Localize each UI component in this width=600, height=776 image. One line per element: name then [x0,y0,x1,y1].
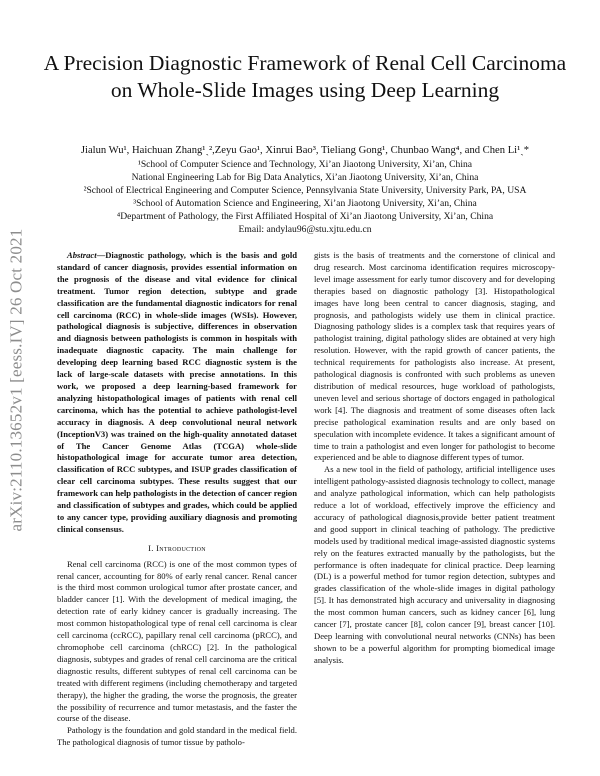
affiliation-1: ¹School of Computer Science and Technology, Xi’an Jiaotong University, Xi’an, China [137,159,473,170]
paper-title: A Precision Diagnostic Framework of Renal Cell Carcinoma on Whole-Slide Images using Deep Learning [43,51,567,102]
section-title: Introduction [156,542,206,553]
author-block [40,144,570,236]
intro-paragraph-1: Renal cell carcinoma (RCC) is one of the most common types of renal cancer, accounting for 80% of early renal cancer. Renal cancer is the third most common urological tumor after prostate cancer, and bladder cancer [1]. With the development of medical imaging, the detection rate of early kidney cancer is gradually increasing. The most common histopathological type of renal cell carcinoma is clear cell carcinoma (ccRCC), papillary renal cell carcinoma (pRCC), and chromophobe cell carcinoma (chRCC) [2]. In the pathological diagnosis, subtypes and grades of renal cell carcinoma are the critical diagnostic results, different subtypes of renal cell carcinoma can be treated with different regimens (including chemotherapy and targeted therapy), the higher the grading, the worse the prognosis, the greater the possibility of recurrence and tumor metastasis, and the faster the course of the disease. [57,558,297,724]
affiliation-4: ⁴Department of Pathology, the First Affiliated Hospital of Xi’an Jiaotong University, Xi’an, China [116,211,494,222]
arxiv-stamp-text: arXiv:2110.13652v1 [eess.IV] 26 Oct 2021 [6,228,25,532]
abstract-label: Abstract [67,250,97,260]
intro-paragraph-3: As a new tool in the field of pathology, artificial intelligence uses intelligent pathology-assisted diagnosis technology to collect, manage and analyze pathological information, which can help pathologists reduce a lot of workload, effectively improve the efficiency and accuracy of pathological diagnosis,provide better patient treatment and good support in clinical teaching of pathology. The predictive models used by traditional medical image-assisted diagnostic systems rely on the features extracted manually by the pathologists, but the performance is often inadequate for clinical practice. Deep learning (DL) is a powerful method for tumor region detection, subtypes and grades classification of the whole-slide images in digital pathology [5]. It has demonstrated high accuracy and universality in diagnosing the most common human cancers, such as kidney cancer [6], lung cancer [7], prostate cancer [8], colon cancer [9], breast cancer [10]. Deep learning with convolutional neural networks (CNNs) has been shown to be a powerful algorithm for prompting biomedical image analysis. [314,464,555,665]
affiliation-1b: National Engineering Lab for Big Data Analytics, Xi’an Jiaotong University, Xi’an, China [131,172,479,183]
contact-email: Email: andylau96@stu.xjtu.edu.cn [238,224,372,235]
right-column [314,250,555,667]
arxiv-stamp [2,190,30,570]
abstract-text: —Diagnostic pathology, which is the basis and gold standard of cancer diagnosis, provides essential information on the prognosis of the disease and vital evidence for clinical treatment. Tumor region detection, subtype and grade classification are the fundamental diagnostic indicators for renal cell carcinoma (RCC) in whole-slide images (WSIs). However, pathological diagnosis is subjective, differences in observation and diagnosis between pathologists is common in hospitals with inadequate diagnostic capacity. The main challenge for developing deep learning based RCC diagnostic system is the lack of large-scale datasets with precise annotations. In this work, we proposed a deep learning-based framework for analyzing histopathological images of patients with renal cell carcinoma, which has the potential to achieve pathologist-level accuracy in diagnosis. A deep convolutional neural network (InceptionV3) was trained on the high-quality annotated dataset of The Cancer Genome Atlas (TCGA) whole-slide histopathological image for accurate tumor area detection, classification of RCC subtypes, and ISUP grades classification of clear cell carcinoma subtypes. These results suggest that our framework can help pathologists in the detection of cancer region and classification of subtypes and grades, which could be applied to any cancer type, providing auxiliary diagnosis and promoting clinical consensus. [57,250,297,534]
intro-paragraph-2: Pathology is the foundation and gold standard in the medical field. The pathological diagnosis of tumor tissue by patholo- [57,725,297,748]
affiliation-3: ³School of Automation Science and Engineering, Xi’an Jiaotong University, Xi’an, China [133,198,477,209]
abstract [57,250,297,536]
section-number: I. [148,542,154,553]
left-column [57,250,297,749]
intro-paragraph-2-cont: gists is the basis of treatments and the cornerstone of clinical and drug research. Most carcinoma identification requires microscopy-level image assessment for early tumor discovery and for developing therapies based on diagnostic pathology [3]. Histopathological images have long been central to cancer diagnosis, staging, and prognosis, and pathologists widely use them in clinical practice. Diagnosing pathology slides is a complex task that requires years of pathologist training, digital pathology slides are obtained at very high resolution. However, with the rapid growth of cancer patients, the technical requirements for pathologists also increase. At present, pathological diagnosis is confronted with such problems as uneven distribution of medical resources, huge workload of pathologists, uneven level and serious shortage of doctors engaged in pathological work [4]. The diagnosis and treatment of some diseases often lack precise pathological examination results and are only based on speculation with incomplete evidence. It takes a significant amount of time to train a pathologist and even longer for pathologist to become experienced and be able to diagnose different types of tumor. [314,250,555,463]
author-list: Jialun Wu¹, Haichuan Zhang¹ˎ²,Zeyu Gao¹, Xinrui Bao³, Tieliang Gong¹, Chunbao Wang⁴, and Chen Li¹ˎ* [80,145,530,156]
affiliation-2: ²School of Electrical Engineering and Computer Science, Pennsylvania State University, University Park, PA, USA [83,185,527,196]
section-heading [57,543,297,555]
